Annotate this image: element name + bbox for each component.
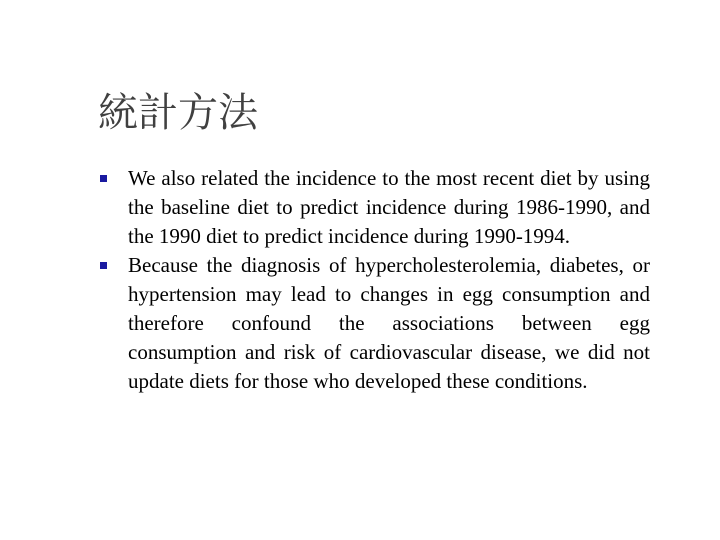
bullet-item-1 [98, 164, 650, 251]
bullet-text-2: Because the diagnosis of hypercholesterolemia, diabetes, or hypertension may lead to changes in egg consumption and therefore confound the associations between egg consumption and risk of cardiovascular disease, we did not update diets for those who developed these conditions. [128, 253, 650, 393]
slide-title: 統計方法 [98, 90, 258, 136]
bullet-text-1: We also related the incidence to the most recent diet by using the baseline diet to predict incidence during 1986-1990, and the 1990 diet to predict incidence during 1990-1994. [128, 166, 650, 248]
square-bullet-icon [100, 262, 107, 269]
bullet-item-2 [98, 251, 650, 396]
square-bullet-icon [100, 175, 107, 182]
bullet-list [98, 164, 650, 396]
